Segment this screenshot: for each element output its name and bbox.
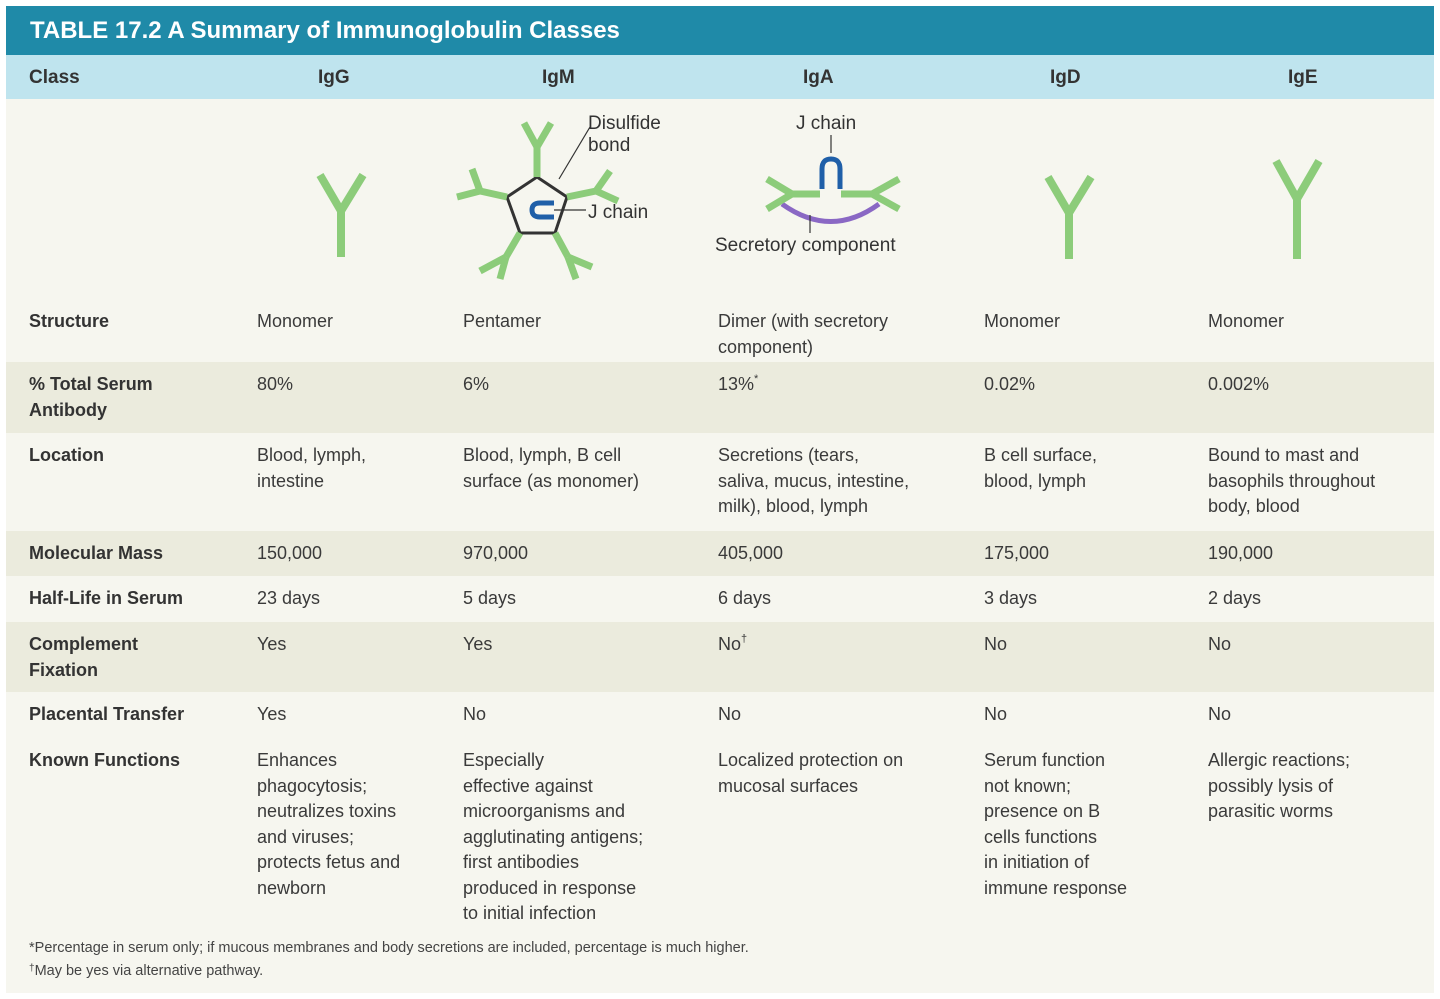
cell-igd: No: [984, 704, 1008, 724]
cell-igg: 80%: [257, 374, 294, 394]
row-label: Half-Life in Serum: [29, 588, 184, 608]
iga-dimer-icon: [715, 113, 899, 256]
igm-j-chain-icon: [532, 203, 554, 217]
header-class-label: Class: [29, 67, 80, 88]
header-ige: IgE: [1288, 67, 1318, 88]
cell-iga: [718, 372, 968, 398]
cell-igd: No: [984, 634, 1008, 654]
table-row-structure: [6, 299, 1434, 362]
cell-iga-value: 13%: [718, 374, 755, 394]
table-title: TABLE 17.2 A Summary of Immunoglobulin Classes: [6, 6, 1434, 55]
row-label: Molecular Mass: [29, 543, 164, 563]
cell-igm: Especially effective against microorganisms and agglutinating antigens; first antibodies produced in response to initial infection: [463, 750, 644, 923]
header-igm: IgM: [542, 67, 575, 88]
cell-iga: No: [718, 704, 742, 724]
cell-igm: Yes: [463, 634, 493, 654]
cell-igm: No: [463, 704, 487, 724]
header-iga: IgA: [803, 67, 834, 88]
cell-ige: Bound to mast and basophils throughout body, blood: [1208, 445, 1376, 516]
cell-igd: Monomer: [984, 311, 1061, 331]
table-row-complement-fixation: [6, 622, 1434, 692]
cell-igg: Monomer: [257, 311, 334, 331]
footnote-dagger: [29, 963, 263, 979]
cell-igd: 3 days: [984, 588, 1038, 608]
asterisk-mark: *: [754, 373, 759, 385]
row-label: Complement Fixation: [29, 634, 139, 680]
cell-igd: B cell surface, blood, lymph: [984, 445, 1098, 491]
footnote-asterisk-text: Percentage in serum only; if mucous membranes and body secretions are included, percentage is much higher.: [34, 940, 749, 956]
cell-igg: Enhances phagocytosis; neutralizes toxins and viruses; protects fetus and newborn: [257, 750, 401, 898]
table-row-location: [6, 433, 1434, 531]
table-row-placental-transfer: [6, 692, 1434, 738]
structure-diagrams: [6, 99, 1434, 299]
igg-monomer-icon: [320, 175, 363, 257]
cell-ige: No: [1208, 704, 1232, 724]
table-row-known-functions: [6, 738, 1434, 934]
cell-ige: No: [1208, 634, 1232, 654]
dagger-mark: †: [741, 633, 748, 645]
cell-igg: 23 days: [257, 588, 321, 608]
cell-igg: Yes: [257, 634, 287, 654]
antibody-diagram-svg: [6, 99, 1434, 299]
table-row-molecular-mass: [6, 531, 1434, 576]
iga-j-chain-icon: [822, 159, 840, 189]
cell-ige: 2 days: [1208, 588, 1262, 608]
cell-ige: 190,000: [1208, 543, 1274, 563]
ige-monomer-icon: [1276, 161, 1319, 259]
igm-j-chain-label: J chain: [588, 202, 649, 223]
cell-igm: 970,000: [463, 543, 529, 563]
igd-monomer-icon: [1048, 177, 1091, 259]
cell-ige: 0.002%: [1208, 374, 1270, 394]
cell-iga: Dimer (with secretory component): [718, 311, 889, 357]
row-label: Placental Transfer: [29, 704, 185, 724]
iga-j-chain-label: J chain: [796, 113, 857, 134]
cell-ige: Allergic reactions; possibly lysis of parasitic worms: [1208, 750, 1351, 821]
cell-iga: [718, 632, 968, 658]
row-label: Structure: [29, 311, 110, 331]
cell-igm: 5 days: [463, 588, 517, 608]
cell-iga: Secretions (tears, saliva, mucus, intestine, milk), blood, lymph: [718, 445, 910, 516]
footnote-asterisk-mark: *: [29, 940, 35, 956]
cell-ige: Monomer: [1208, 311, 1285, 331]
cell-igm: Blood, lymph, B cell surface (as monomer): [463, 445, 640, 491]
table-row-serum-percent: [6, 362, 1434, 433]
footnote-dagger-text: May be yes via alternative pathway.: [34, 963, 264, 979]
cell-iga: 6 days: [718, 588, 772, 608]
cell-iga: 405,000: [718, 543, 784, 563]
igm-pentamer-icon: [457, 113, 661, 279]
cell-igg: 150,000: [257, 543, 323, 563]
footnote-dagger-mark: †: [29, 963, 35, 974]
cell-igd: Serum function not known; presence on B cells functions in initiation of immune response: [984, 750, 1128, 898]
header-row: [6, 55, 1434, 99]
disulfide-bond-label-line2: bond: [588, 135, 631, 156]
row-label: % Total Serum Antibody: [29, 374, 153, 420]
disulfide-bond-label-line1: Disulfide: [588, 113, 661, 134]
cell-igm: 6%: [463, 374, 490, 394]
cell-igg: Yes: [257, 704, 287, 724]
immunoglobulin-table: [6, 6, 1434, 993]
cell-igd: 0.02%: [984, 374, 1036, 394]
header-igg: IgG: [318, 67, 350, 88]
cell-igg: Blood, lymph, intestine: [257, 445, 367, 491]
cell-igm: Pentamer: [463, 311, 542, 331]
secretory-component-icon: [782, 204, 879, 222]
cell-iga: Localized protection on mucosal surfaces: [718, 750, 904, 796]
row-label: Location: [29, 445, 104, 465]
cell-igd: 175,000: [984, 543, 1050, 563]
row-label: Known Functions: [29, 750, 180, 770]
cell-iga-value: No: [718, 634, 742, 654]
secretory-component-label: Secretory component: [715, 235, 896, 256]
header-igd: IgD: [1050, 67, 1081, 88]
table-row-half-life: [6, 576, 1434, 622]
footnote-asterisk: [29, 940, 749, 956]
